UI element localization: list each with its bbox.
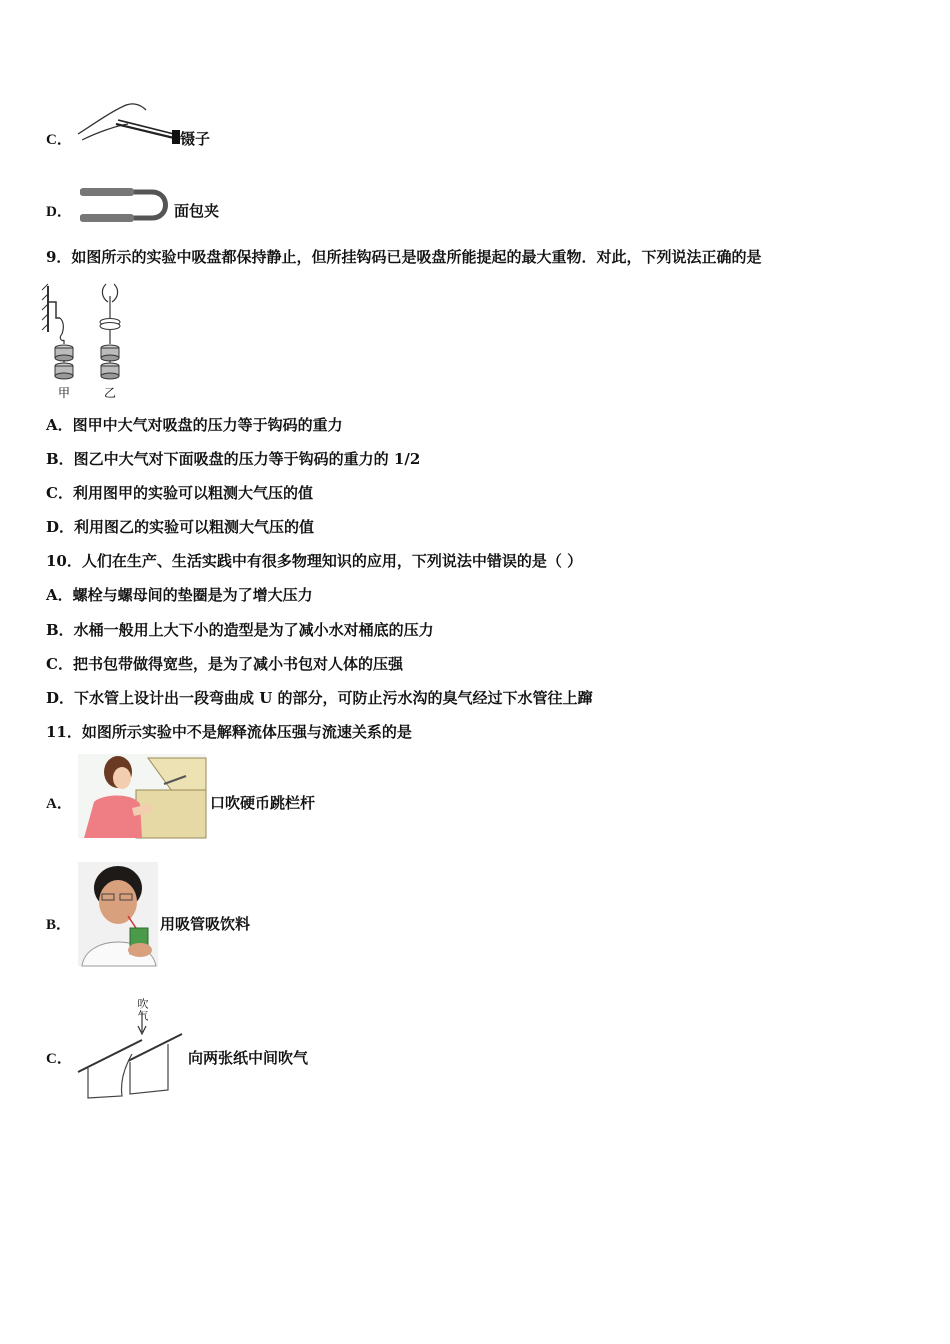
q10-option-a: A．螺栓与螺母间的垫圈是为了增大压力 (46, 586, 313, 604)
q10-option-d: D．下水管上设计出一段弯曲成 U 的部分，可防止污水沟的臭气经过下水管往上蹿 (46, 689, 593, 707)
q11-figure-label-blow: 吹气 (136, 998, 149, 1022)
q9-figure-label-jia: 甲 (58, 386, 71, 400)
q9-stem: 9．如图所示的实验中吸盘都保持静止，但所挂钩码已是吸盘所能提起的最大重物．对此，下列说法正确的是 (46, 248, 762, 266)
q11-option-b-label: B． (46, 917, 72, 933)
paper-sheets-figure (76, 1010, 186, 1100)
q11-option-a-label: A． (46, 796, 72, 812)
q8-option-d-label: D． (46, 204, 72, 220)
bread-tongs-figure (78, 186, 174, 226)
q9-option-a: A．图甲中大气对吸盘的压力等于钩码的重力 (46, 416, 343, 434)
q9-option-d: D．利用图乙的实验可以粗测大气压的值 (46, 518, 315, 536)
q11-option-b-text: 用吸管吸饮料 (160, 915, 251, 933)
q8-option-d-text: 面包夹 (174, 202, 220, 220)
q11-option-a-text: 口吹硬币跳栏杆 (210, 794, 316, 812)
q11-stem: 11．如图所示实验中不是解释流体压强与流速关系的是 (46, 723, 412, 741)
q9-option-c: C．利用图甲的实验可以粗测大气压的值 (46, 484, 313, 502)
q11-option-c-text: 向两张纸中间吹气 (188, 1049, 309, 1067)
straw-drinking-figure (78, 862, 158, 966)
q10-option-c: C．把书包带做得宽些，是为了减小书包对人体的压强 (46, 655, 403, 673)
suction-cup-figure (40, 280, 140, 402)
tweezers-figure (76, 96, 180, 150)
q9-figure-label-yi: 乙 (104, 386, 117, 400)
q8-option-c-label: C． (46, 132, 72, 148)
q9-option-b: B．图乙中大气对下面吸盘的压力等于钩码的重力的 1/2 (46, 450, 421, 468)
coin-blow-figure (78, 754, 206, 838)
q11-option-c-label: C． (46, 1051, 72, 1067)
q10-option-b: B．水桶一般用上大下小的造型是为了减小水对桶底的压力 (46, 621, 434, 639)
q8-option-c-text: 镊子 (180, 130, 211, 148)
q10-stem: 10．人们在生产、生活实践中有很多物理知识的应用，下列说法中错误的是（ ） (46, 552, 583, 570)
